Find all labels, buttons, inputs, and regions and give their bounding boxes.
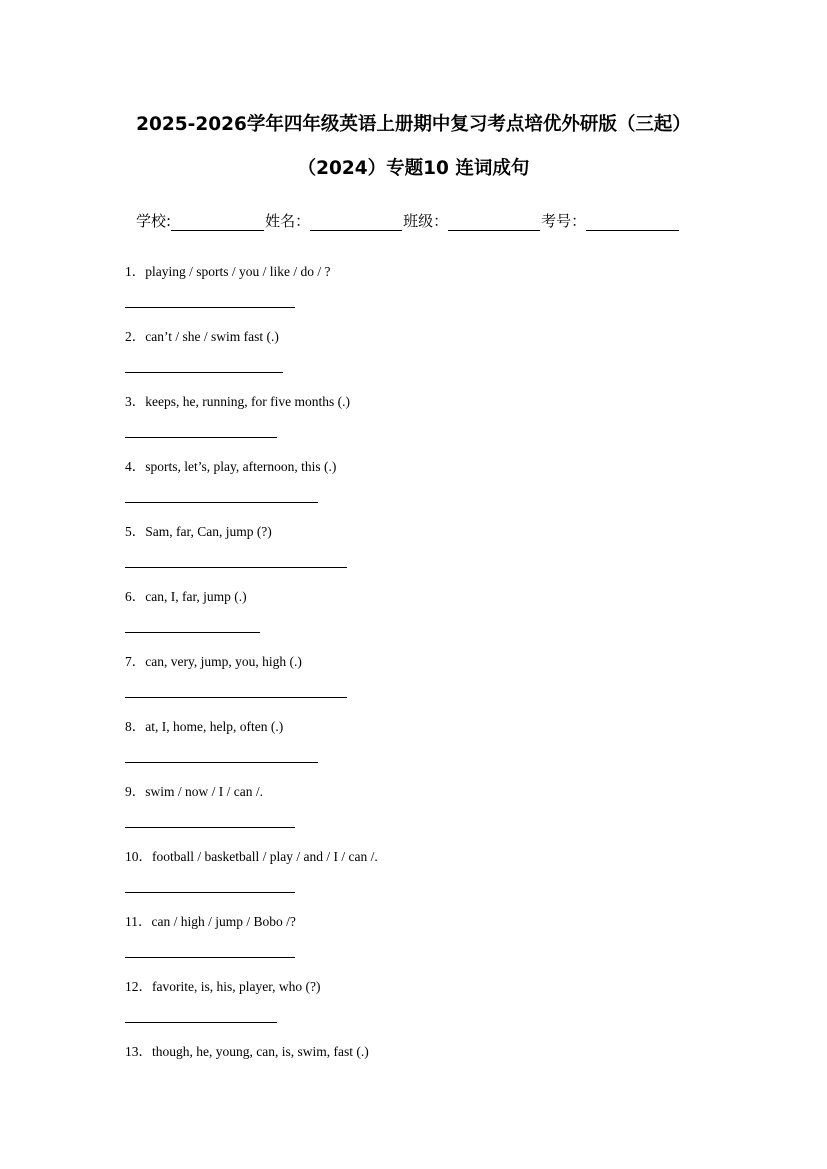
- question-number: 1．: [125, 264, 146, 279]
- answer-line[interactable]: [125, 762, 318, 763]
- answer-line[interactable]: [125, 632, 260, 633]
- question-number: 11．: [125, 914, 152, 929]
- question-item: [125, 390, 350, 410]
- question-text: can, I, far, jump (.): [145, 589, 247, 604]
- question-number: 12．: [125, 979, 152, 994]
- question-text: Sam, far, Can, jump (?): [145, 524, 272, 539]
- question-number: 3．: [125, 394, 146, 409]
- question-text: at, I, home, help, often (.): [145, 719, 284, 734]
- answer-line[interactable]: [125, 567, 347, 568]
- class-label: 班级：: [403, 212, 449, 230]
- answer-line[interactable]: [125, 1022, 277, 1023]
- class-blank[interactable]: [448, 214, 540, 231]
- student-info-row: [136, 210, 680, 231]
- exam-number-blank[interactable]: [586, 214, 679, 231]
- question-item: [125, 715, 283, 735]
- question-text: can, very, jump, you, high (.): [145, 654, 302, 669]
- question-number: 13．: [125, 1044, 152, 1059]
- question-text: playing / sports / you / like / do / ?: [145, 264, 331, 279]
- name-blank[interactable]: [310, 214, 402, 231]
- question-text: keeps, he, running, for five months (.): [145, 394, 350, 409]
- question-number: 6．: [125, 589, 146, 604]
- question-text: though, he, young, can, is, swim, fast (.): [152, 1044, 369, 1059]
- question-item: [125, 780, 263, 800]
- question-text: sports, let’s, play, afternoon, this (.): [145, 459, 337, 474]
- answer-line[interactable]: [125, 957, 295, 958]
- question-item: [125, 260, 331, 280]
- question-item: [125, 845, 378, 865]
- answer-line[interactable]: [125, 307, 295, 308]
- school-label: 学校:: [136, 212, 172, 230]
- question-item: [125, 975, 321, 995]
- question-text: can / high / jump / Bobo /?: [151, 914, 296, 929]
- question-item: [125, 520, 272, 540]
- worksheet-title-line-1: 2025-2026学年四年级英语上册期中复习考点培优外研版（三起）: [136, 114, 691, 135]
- question-number: 2．: [125, 329, 146, 344]
- question-item: [125, 1040, 369, 1060]
- question-item: [125, 910, 296, 930]
- question-text: football / basketball / play / and / I / can /.: [152, 849, 378, 864]
- question-number: 9．: [125, 784, 146, 799]
- answer-line[interactable]: [125, 437, 277, 438]
- exam-number-label: 考号：: [541, 212, 587, 230]
- question-text: can’t / she / swim fast (.): [145, 329, 279, 344]
- question-number: 10．: [125, 849, 152, 864]
- question-number: 7．: [125, 654, 146, 669]
- question-item: [125, 455, 336, 475]
- question-text: swim / now / I / can /.: [145, 784, 263, 799]
- question-text: favorite, is, his, player, who (?): [152, 979, 321, 994]
- worksheet-title-line-2: （2024）专题10 连词成句: [297, 158, 530, 179]
- answer-line[interactable]: [125, 502, 318, 503]
- answer-line[interactable]: [125, 892, 295, 893]
- question-item: [125, 650, 302, 670]
- answer-line[interactable]: [125, 827, 295, 828]
- question-item: [125, 585, 247, 605]
- question-item: [125, 325, 279, 345]
- school-blank[interactable]: [171, 214, 264, 231]
- answer-line[interactable]: [125, 372, 283, 373]
- question-number: 8．: [125, 719, 146, 734]
- answer-line[interactable]: [125, 697, 347, 698]
- question-number: 5．: [125, 524, 146, 539]
- name-label: 姓名：: [265, 212, 311, 230]
- question-number: 4．: [125, 459, 146, 474]
